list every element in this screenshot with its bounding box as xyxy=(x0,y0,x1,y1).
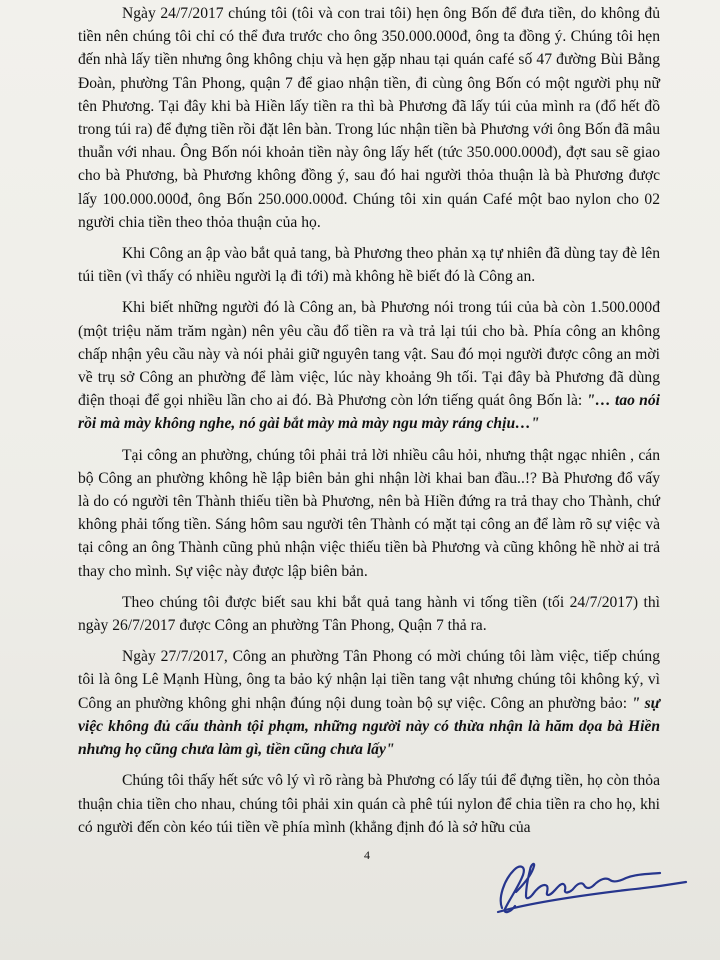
paragraph-3 xyxy=(78,296,660,435)
paragraph-1-text: Ngày 24/7/2017 chúng tôi (tôi và con trai tôi) hẹn ông Bốn để đưa tiền, do không đủ tiền nên chúng tôi chỉ có thể đưa trước cho ông 350.000.000đ, ông ta đồng ý. Chúng tôi hẹn đến nhà lấy tiền nhưng ông không chịu và hẹn gặp nhau tại quán café số 47 đường Bùi Bằng Đoàn, phường Tân Phong, quận 7 để giao nhận tiền, đi cùng ông Bốn có một người phụ nữ tên Phương. Tại đây khi bà Hiền lấy tiền ra thì bà Phương đã lấy túi của mình ra (đổ hết đồ trong túi ra) để đựng tiền rồi đặt lên bàn. Trong lúc nhận tiền bà Phương với ông Bốn đã mâu thuẫn với nhau. Ông Bốn nói khoản tiền này ông lấy hết (tức 350.000.000đ), đợt sau sẽ giao cho bà Phương, bà Phương không đồng ý, sau đó hai người thỏa thuận là bà Phương được lấy 100.000.000đ, ông Bốn 250.000.000đ. Chúng tôi xin quán Café một bao nylon cho 02 người chia tiền theo thỏa thuận của họ. xyxy=(78,5,660,231)
paragraph-1 xyxy=(78,2,660,234)
quoted-speech-bold-italic: "… tao nói rồi mà mày không nghe, nó gài bắt mày mà mày ngu mày ráng chịu…" xyxy=(78,392,660,433)
paragraph-6 xyxy=(78,645,660,761)
paragraph-3-text: Khi biết những người đó là Công an, bà Phương nói trong túi của bà còn 1.500.000đ (một triệu năm trăm ngàn) nên yêu cầu đổ tiền ra và trả lại túi cho bà. Phía công an không chấp nhận yêu cầu này và nói phải giữ nguyên tang vật. Sau đó mọi người được công an mời về trụ sở Công an phường để làm việc, lúc này khoảng 9h tối. Tại đây bà Phương đã dùng điện thoại để gọi nhiều lần cho ai đó. Bà Phương còn lớn tiếng quát ông Bốn là: xyxy=(78,299,660,410)
page-number: 4 xyxy=(364,848,370,862)
paragraph-2-text: Khi Công an ập vào bắt quả tang, bà Phương theo phản xạ tự nhiên đã dùng tay đè lên túi tiền (vì thấy có nhiều người lạ đi tới) mà không hề biết đó là Công an. xyxy=(78,245,660,286)
paragraph-2 xyxy=(78,242,660,288)
handwritten-signature-icon xyxy=(486,852,696,922)
paragraph-7-text: Chúng tôi thấy hết sức vô lý vì rõ ràng bà Phương có lấy túi để đựng tiền, họ còn thỏa thuận chia tiền cho nhau, chúng tôi phải xin quán cà phê túi nylon để chia tiền ra cho họ, khi có người đến còn kéo túi tiền về phía mình (khẳng định đó là sở hữu của xyxy=(78,772,660,836)
paragraph-5 xyxy=(78,591,660,637)
paragraph-5-text: Theo chúng tôi được biết sau khi bắt quả tang hành vi tống tiền (tối 24/7/2017) thì ngày 26/7/2017 được Công an phường Tân Phong, Quận 7 thả ra. xyxy=(78,593,660,635)
paragraph-6-text: Ngày 27/7/2017, Công an phường Tân Phong có mời chúng tôi làm việc, tiếp chúng tôi là ông Lê Mạnh Hùng, ông ta bảo ký nhận lại tiền tang vật nhưng chúng tôi không ký, vì Công an phường không ghi nhận đúng nội dung toàn bộ sự việc. Công an phường bảo: xyxy=(78,648,660,712)
paragraph-4 xyxy=(78,444,660,583)
paragraph-4-text: Tại công an phường, chúng tôi phải trả lời nhiều câu hỏi, nhưng thật ngạc nhiên , cán bộ Công an phường không hề lập biên bản ghi nhận lời khai ban đầu..!? Bà Phương đổ vấy là do có người tên Thành thiếu tiền bà Phương, nên bà Hiền đứng ra trả thay cho Thành, chứ không phải tống tiền. Sáng hôm sau người tên Thành có mặt tại công an để làm rõ sự việc và tại công an ông Thành cũng phủ nhận việc thiếu tiền bà Phương và cũng không hề nhờ ai trả thay cho mình. Sự việc này được lập biên bản. xyxy=(78,446,660,580)
paragraph-7 xyxy=(78,769,660,839)
police-quote-bold-italic: " sự việc không đủ cấu thành tội phạm, những người này có thừa nhận là hăm dọa bà Hiền nhưng họ cũng chưa làm gì, tiền cũng chưa lấy" xyxy=(78,694,660,759)
